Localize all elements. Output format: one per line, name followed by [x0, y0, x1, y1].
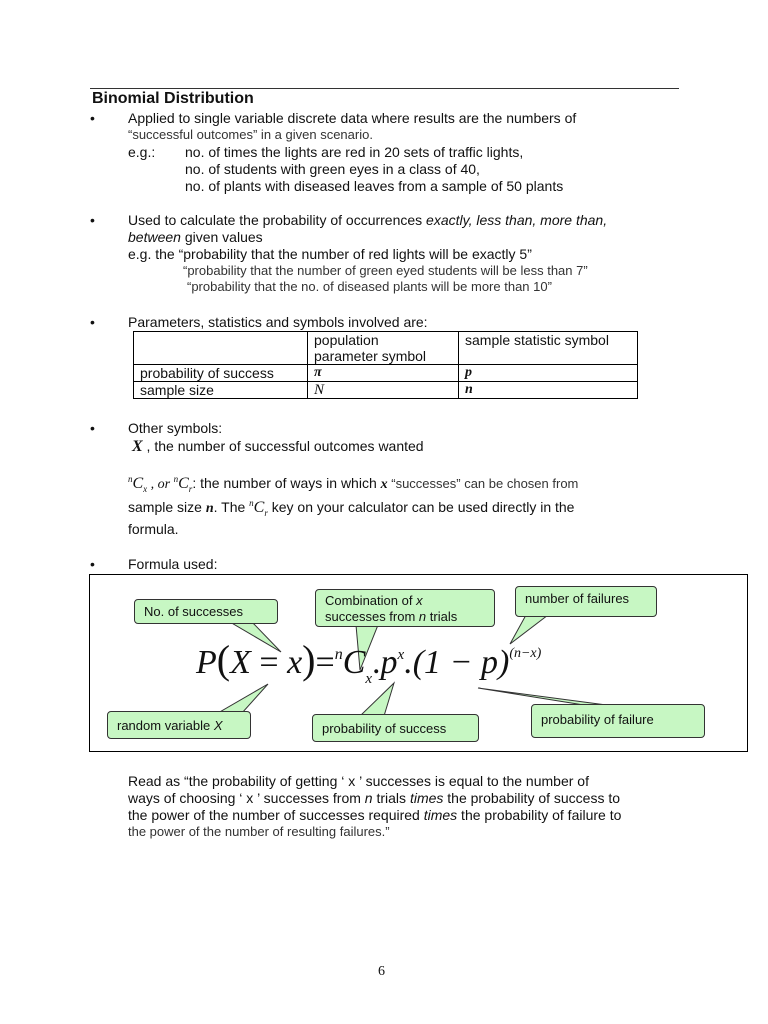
read-as-line3: the power of the number of successes required times the probability of failure to [128, 807, 622, 823]
page-number: 6 [378, 964, 385, 979]
read-as-line1: Read as “the probability of getting ‘ x ’ successes is equal to the number of [128, 773, 589, 789]
b1-line2: “successful outcomes” in a given scenario. [128, 127, 373, 142]
callout-probability-of-failure: probability of failure [531, 704, 705, 738]
table-header-sample: sample statistic symbol [459, 332, 638, 365]
b3-line1: Parameters, statistics and symbols involved are: [128, 314, 428, 330]
callout-random-variable: random variable X [107, 711, 251, 739]
b5-line1: Formula used: [128, 556, 218, 572]
bullet-5: • [90, 556, 95, 572]
callout-number-of-failures: number of failures [515, 586, 657, 617]
bullet-4: • [90, 420, 95, 436]
table-cell: π [308, 365, 459, 382]
bullet-2: • [90, 212, 95, 228]
table-cell: N [308, 382, 459, 399]
table-header-population: population parameter symbol [308, 332, 459, 365]
b2-eg1: e.g. the “probability that the number of red lights will be exactly 5” [128, 246, 532, 262]
b4-sample-size-line: sample size n. The $^nC_r$ key on your calculator can be used directly in the [128, 498, 575, 518]
callout-probability-of-success: probability of success [312, 714, 479, 742]
bullet-3: • [90, 314, 95, 330]
table-cell: sample size [134, 382, 308, 399]
b4-formula-word: formula. [128, 521, 179, 537]
b4-combination-line: $^nC_x$ , or $^nC_r$: the number of ways in which x “successes” can be chosen from [128, 474, 579, 494]
callout-no-of-successes: No. of successes [134, 599, 278, 624]
b4-x-line: X , the number of successful outcomes wanted [132, 438, 424, 455]
pointer-prob-success [360, 683, 394, 716]
b1-eg-label: e.g.: [128, 144, 156, 160]
table-cell: probability of success [134, 365, 308, 382]
bullet-1: • [90, 110, 95, 126]
table-cell: n [459, 382, 638, 399]
b2-eg3: “probability that the no. of diseased plants will be more than 10” [187, 279, 552, 294]
b4-line1: Other symbols: [128, 420, 223, 436]
callout-combination: Combination of x successes from n trials [315, 589, 495, 627]
b2-line1: Used to calculate the probability of occurrences exactly, less than, more than, [128, 212, 608, 228]
b1-eg3: no. of plants with diseased leaves from a sample of 50 plants [185, 178, 564, 194]
pointer-random-var [218, 684, 268, 713]
read-as-line4: the power of the number of resulting failures.” [128, 824, 390, 839]
table-cell: p [459, 365, 638, 382]
section-heading: Binomial Distribution [92, 90, 254, 107]
b2-line2: between given values [128, 229, 263, 245]
binomial-formula: $P(X = x)=^nC_x.p^x.(1 - p)^{(n-x)}$ [196, 637, 542, 687]
b1-eg2: no. of students with green eyes in a class of 40, [185, 161, 480, 177]
b1-line1: Applied to single variable discrete data where results are the numbers of [128, 110, 577, 126]
read-as-line2: ways of choosing ‘ x ’ successes from n trials times the probability of success to [128, 790, 621, 806]
b1-eg1: no. of times the lights are red in 20 sets of traffic lights, [185, 144, 524, 160]
b2-eg2: “probability that the number of green eyed students will be less than 7” [183, 263, 588, 278]
